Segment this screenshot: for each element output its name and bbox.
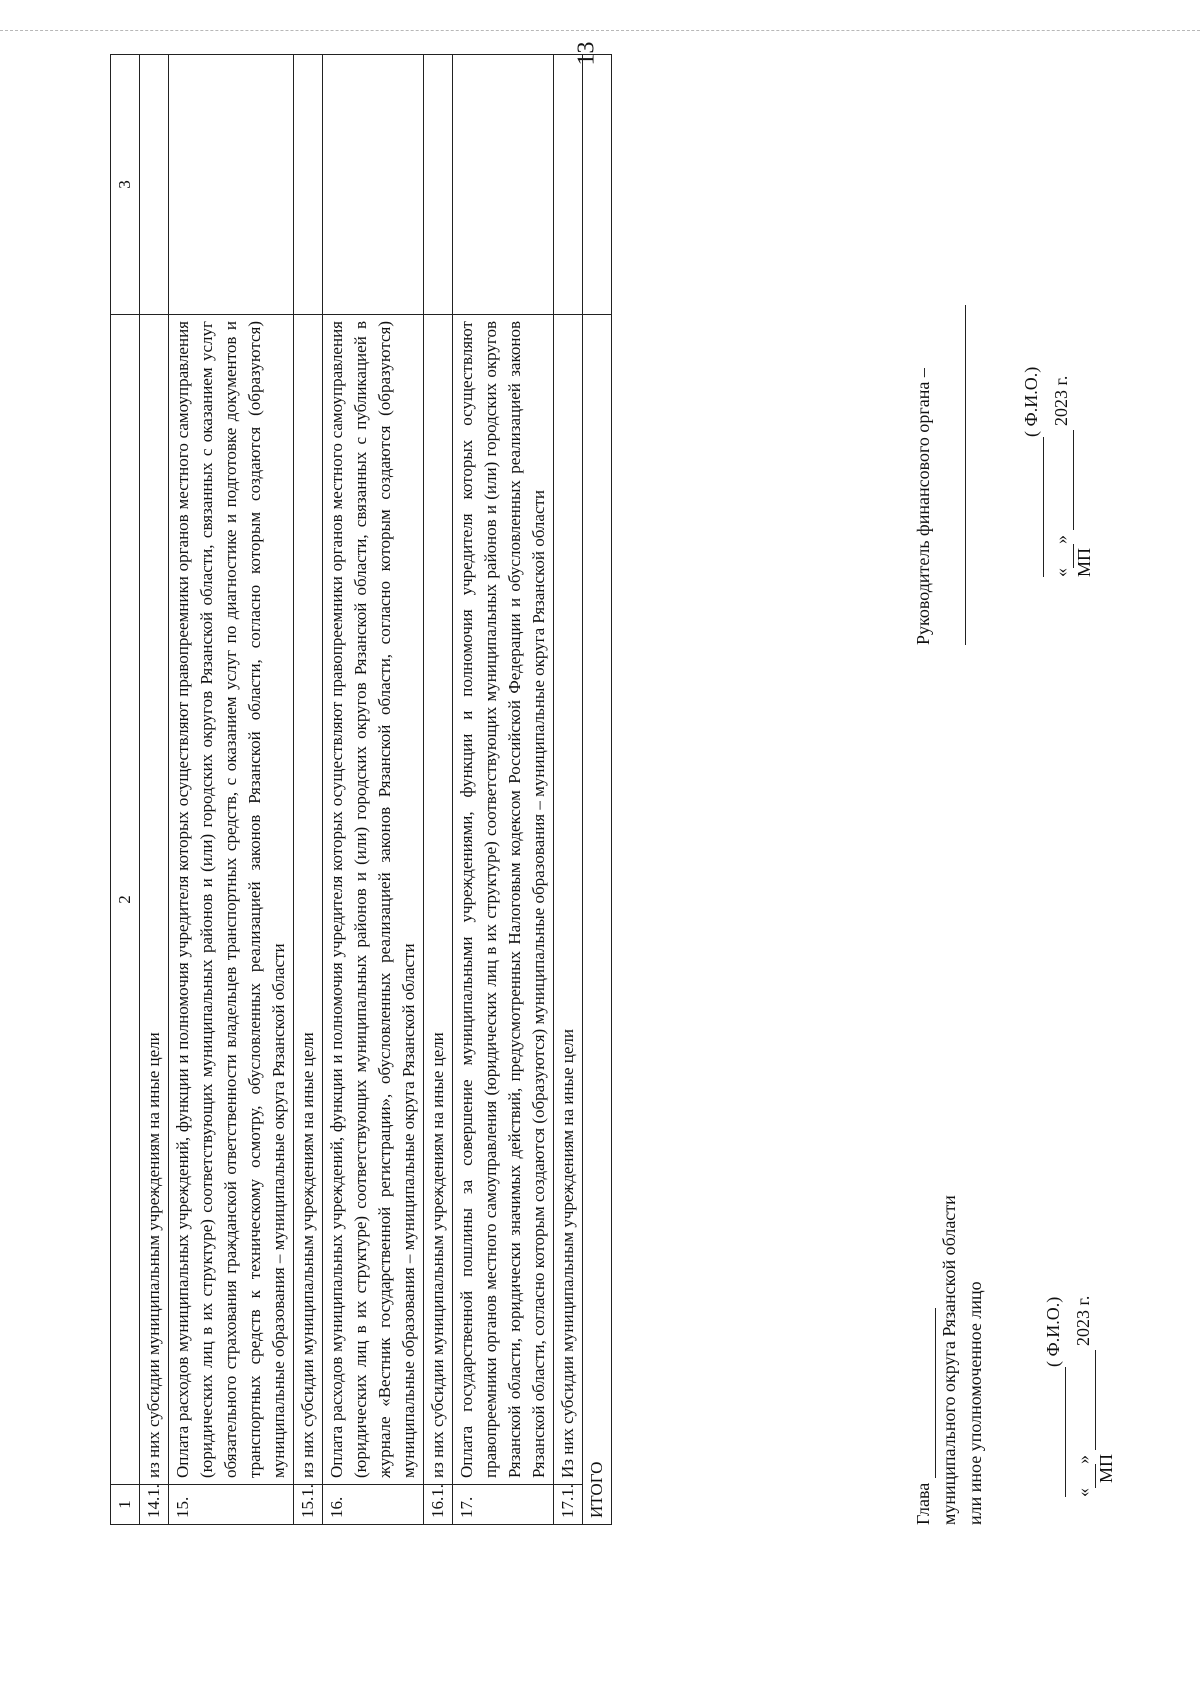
fio-line [1043,437,1044,577]
total-value [583,55,612,315]
fio-label: ( Ф.И.О.) [1021,366,1041,437]
row-text: Оплата расходов муниципальных учреждений, функции и полномочия учредителя которых осуществляют правопреемники органов местного самоуправления (юридических лиц в их структуре) соответствующих муниципальных районов и (или) городских округов Рязанской области, связанных с оказанием услуг обязательного страхования гражданской ответственности владельцев транспортных средств, с оказанием услуг по диагностике и подготовке документов и транспортных средств к техническому осмотру, обусловленных реализацией законов Рязанской области, согласно которым создаются (образуются) муниципальные образования – муниципальные округа Рязанской области [169,315,294,1485]
row-number: 14.1. [140,1485,169,1525]
signer-title: Глава [913,1482,933,1525]
total-label: ИТОГО [583,315,612,1525]
row-value [554,55,583,315]
table-row [294,55,323,1525]
date-year: 2023 г. [1051,375,1071,426]
row-number: 17. [453,1485,554,1525]
scan-top-edge [0,0,1200,31]
signature-block-finance [910,85,1094,645]
row-number: 15.1. [294,1485,323,1525]
stamp-place: МП [1096,1453,1116,1483]
fio-line [1065,1367,1066,1497]
signer-organization: муниципального округа Рязанской области [939,1195,959,1525]
signature-block-head [910,825,1116,1525]
table-row [554,55,583,1525]
row-value [453,55,554,315]
signature-line [965,305,966,645]
row-value [140,55,169,315]
row-value [424,55,453,315]
fio-label: ( Ф.И.О.) [1043,1296,1063,1367]
expenses-table [110,54,612,1525]
table-row [323,55,424,1525]
row-text: из них субсидии муниципальным учреждениям на иные цели [140,315,169,1485]
row-text: Оплата государственной пошлины за совершение муниципальными учреждениями, функции и полномочия учредителя которых осуществляют правопреемники органов местного самоуправления (юридических лиц в их структуре) соответствующих муниципальных районов и (или) городских округов Рязанской области, юридически значимых действий, предусмотренных Налоговым кодексом Российской Федерации и обусловленных реализацией законов Рязанской области, согласно которым создаются (образуются) муниципальные образования – муниципальные округа Рязанской области [453,315,554,1485]
stamp-place: МП [1074,547,1094,577]
signer-title: Руководитель финансового органа – [913,368,933,645]
row-value [323,55,424,315]
date-quote-close: » [1051,535,1071,544]
row-text: Из них субсидии муниципальным учреждениям на иные цели [554,315,583,1485]
date-quote-open: « [1073,1488,1093,1497]
page-number: 13 [573,41,600,66]
header-col-1: 1 [111,1485,140,1525]
row-text: из них субсидии муниципальным учреждениям на иные цели [294,315,323,1485]
row-value [294,55,323,315]
table-header-row [111,55,140,1525]
table-row [169,55,294,1525]
date-quote-close: » [1073,1455,1093,1464]
table-row [424,55,453,1525]
signer-alternate: или иное уполномоченное лицо [965,1281,985,1525]
table-row-total [583,55,612,1525]
rotated-page-content [110,55,1116,1525]
row-number: 17.1. [554,1485,583,1525]
header-col-3: 3 [111,55,140,315]
date-year: 2023 г. [1073,1295,1093,1346]
row-number: 16.1. [424,1485,453,1525]
date-month-line [1073,431,1074,531]
row-number: 16. [323,1485,424,1525]
row-value [169,55,294,315]
table-row [453,55,554,1525]
row-number: 15. [169,1485,294,1525]
date-quote-open: « [1051,568,1071,577]
row-text: из них субсидии муниципальным учреждениям на иные цели [424,315,453,1485]
table-row [140,55,169,1525]
row-text: Оплата расходов муниципальных учреждений, функции и полномочия учредителя которых осуществляют правопреемники органов местного самоуправления (юридических лиц в их структуре) соответствующих муниципальных районов и (или) городских округов Рязанской области, связанных с публикацией в журнале «Вестник государственной регистрации», обусловленных реализацией законов Рязанской области, согласно которым создаются (образуются) муниципальные образования – муниципальные округа Рязанской области [323,315,424,1485]
header-col-2: 2 [111,315,140,1485]
date-month-line [1095,1351,1096,1451]
